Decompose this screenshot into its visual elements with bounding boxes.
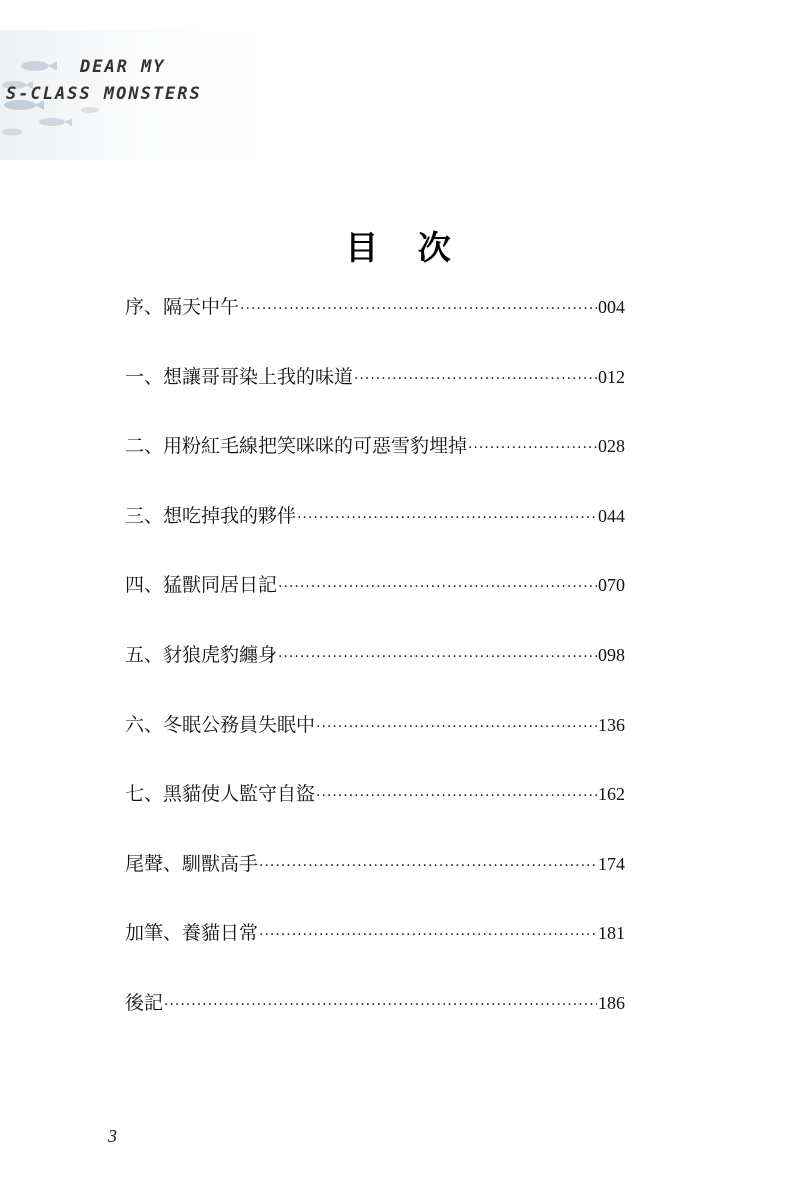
dot-leader (259, 927, 597, 943)
toc-entry-title: 後記 (125, 991, 164, 1014)
toc-entry-title: 一、想讓哥哥染上我的味道 (125, 365, 354, 388)
toc-entry-page: 012 (598, 366, 625, 387)
toc-entry[interactable] (125, 362, 625, 432)
toc-entry-page: 028 (598, 436, 625, 457)
toc-entry-title: 三、想吃掉我的夥伴 (125, 504, 297, 527)
toc-entry-page: 044 (598, 505, 625, 526)
toc-entry-page: 136 (598, 714, 625, 735)
dot-leader (164, 997, 597, 1013)
toc-entry-title: 尾聲、馴獸高手 (125, 852, 259, 875)
toc-entry[interactable] (125, 849, 625, 919)
toc-entry[interactable] (125, 918, 625, 988)
toc-entry-title: 二、用粉紅毛線把笑咪咪的可惡雪豹埋掉 (125, 435, 468, 458)
dot-leader (316, 719, 597, 735)
toc-title: 目 次 (345, 228, 465, 267)
toc-entry-title: 四、猛獸同居日記 (125, 574, 278, 597)
toc-entry[interactable] (125, 640, 625, 710)
series-title-line-2: S-CLASS MONSTERS (6, 84, 202, 104)
dot-leader (259, 858, 597, 874)
toc-entry-page: 174 (598, 853, 625, 874)
dot-leader (278, 579, 597, 595)
dot-leader (468, 440, 597, 456)
page-number: 3 (108, 1126, 117, 1146)
dot-leader (316, 788, 597, 804)
toc-entry-page: 070 (598, 575, 625, 596)
toc-entry[interactable] (125, 501, 625, 571)
toc-entry-title: 加筆、養貓日常 (125, 922, 259, 945)
table-of-contents (125, 292, 625, 1058)
dot-leader (240, 301, 597, 317)
toc-entry-title: 六、冬眠公務員失眠中 (125, 713, 316, 736)
dot-leader (278, 649, 597, 665)
toc-entry[interactable] (125, 988, 625, 1058)
toc-entry[interactable] (125, 570, 625, 640)
toc-entry-title: 五、豺狼虎豹纏身 (125, 643, 278, 666)
toc-entry-page: 162 (598, 784, 625, 805)
toc-entry-page: 181 (598, 923, 625, 944)
series-title-line-1: DEAR MY (80, 57, 166, 77)
toc-entry-page: 186 (598, 992, 625, 1013)
toc-entry[interactable] (125, 710, 625, 780)
toc-entry-title: 七、黑貓使人監守自盜 (125, 783, 316, 806)
dot-leader (354, 371, 597, 387)
toc-entry[interactable] (125, 431, 625, 501)
dot-leader (297, 510, 597, 526)
toc-entry[interactable] (125, 779, 625, 849)
toc-entry-page: 004 (598, 297, 625, 317)
toc-entry-page: 098 (598, 644, 625, 665)
toc-entry-title: 序、隔天中午 (125, 296, 240, 318)
toc-entry[interactable] (125, 292, 625, 362)
